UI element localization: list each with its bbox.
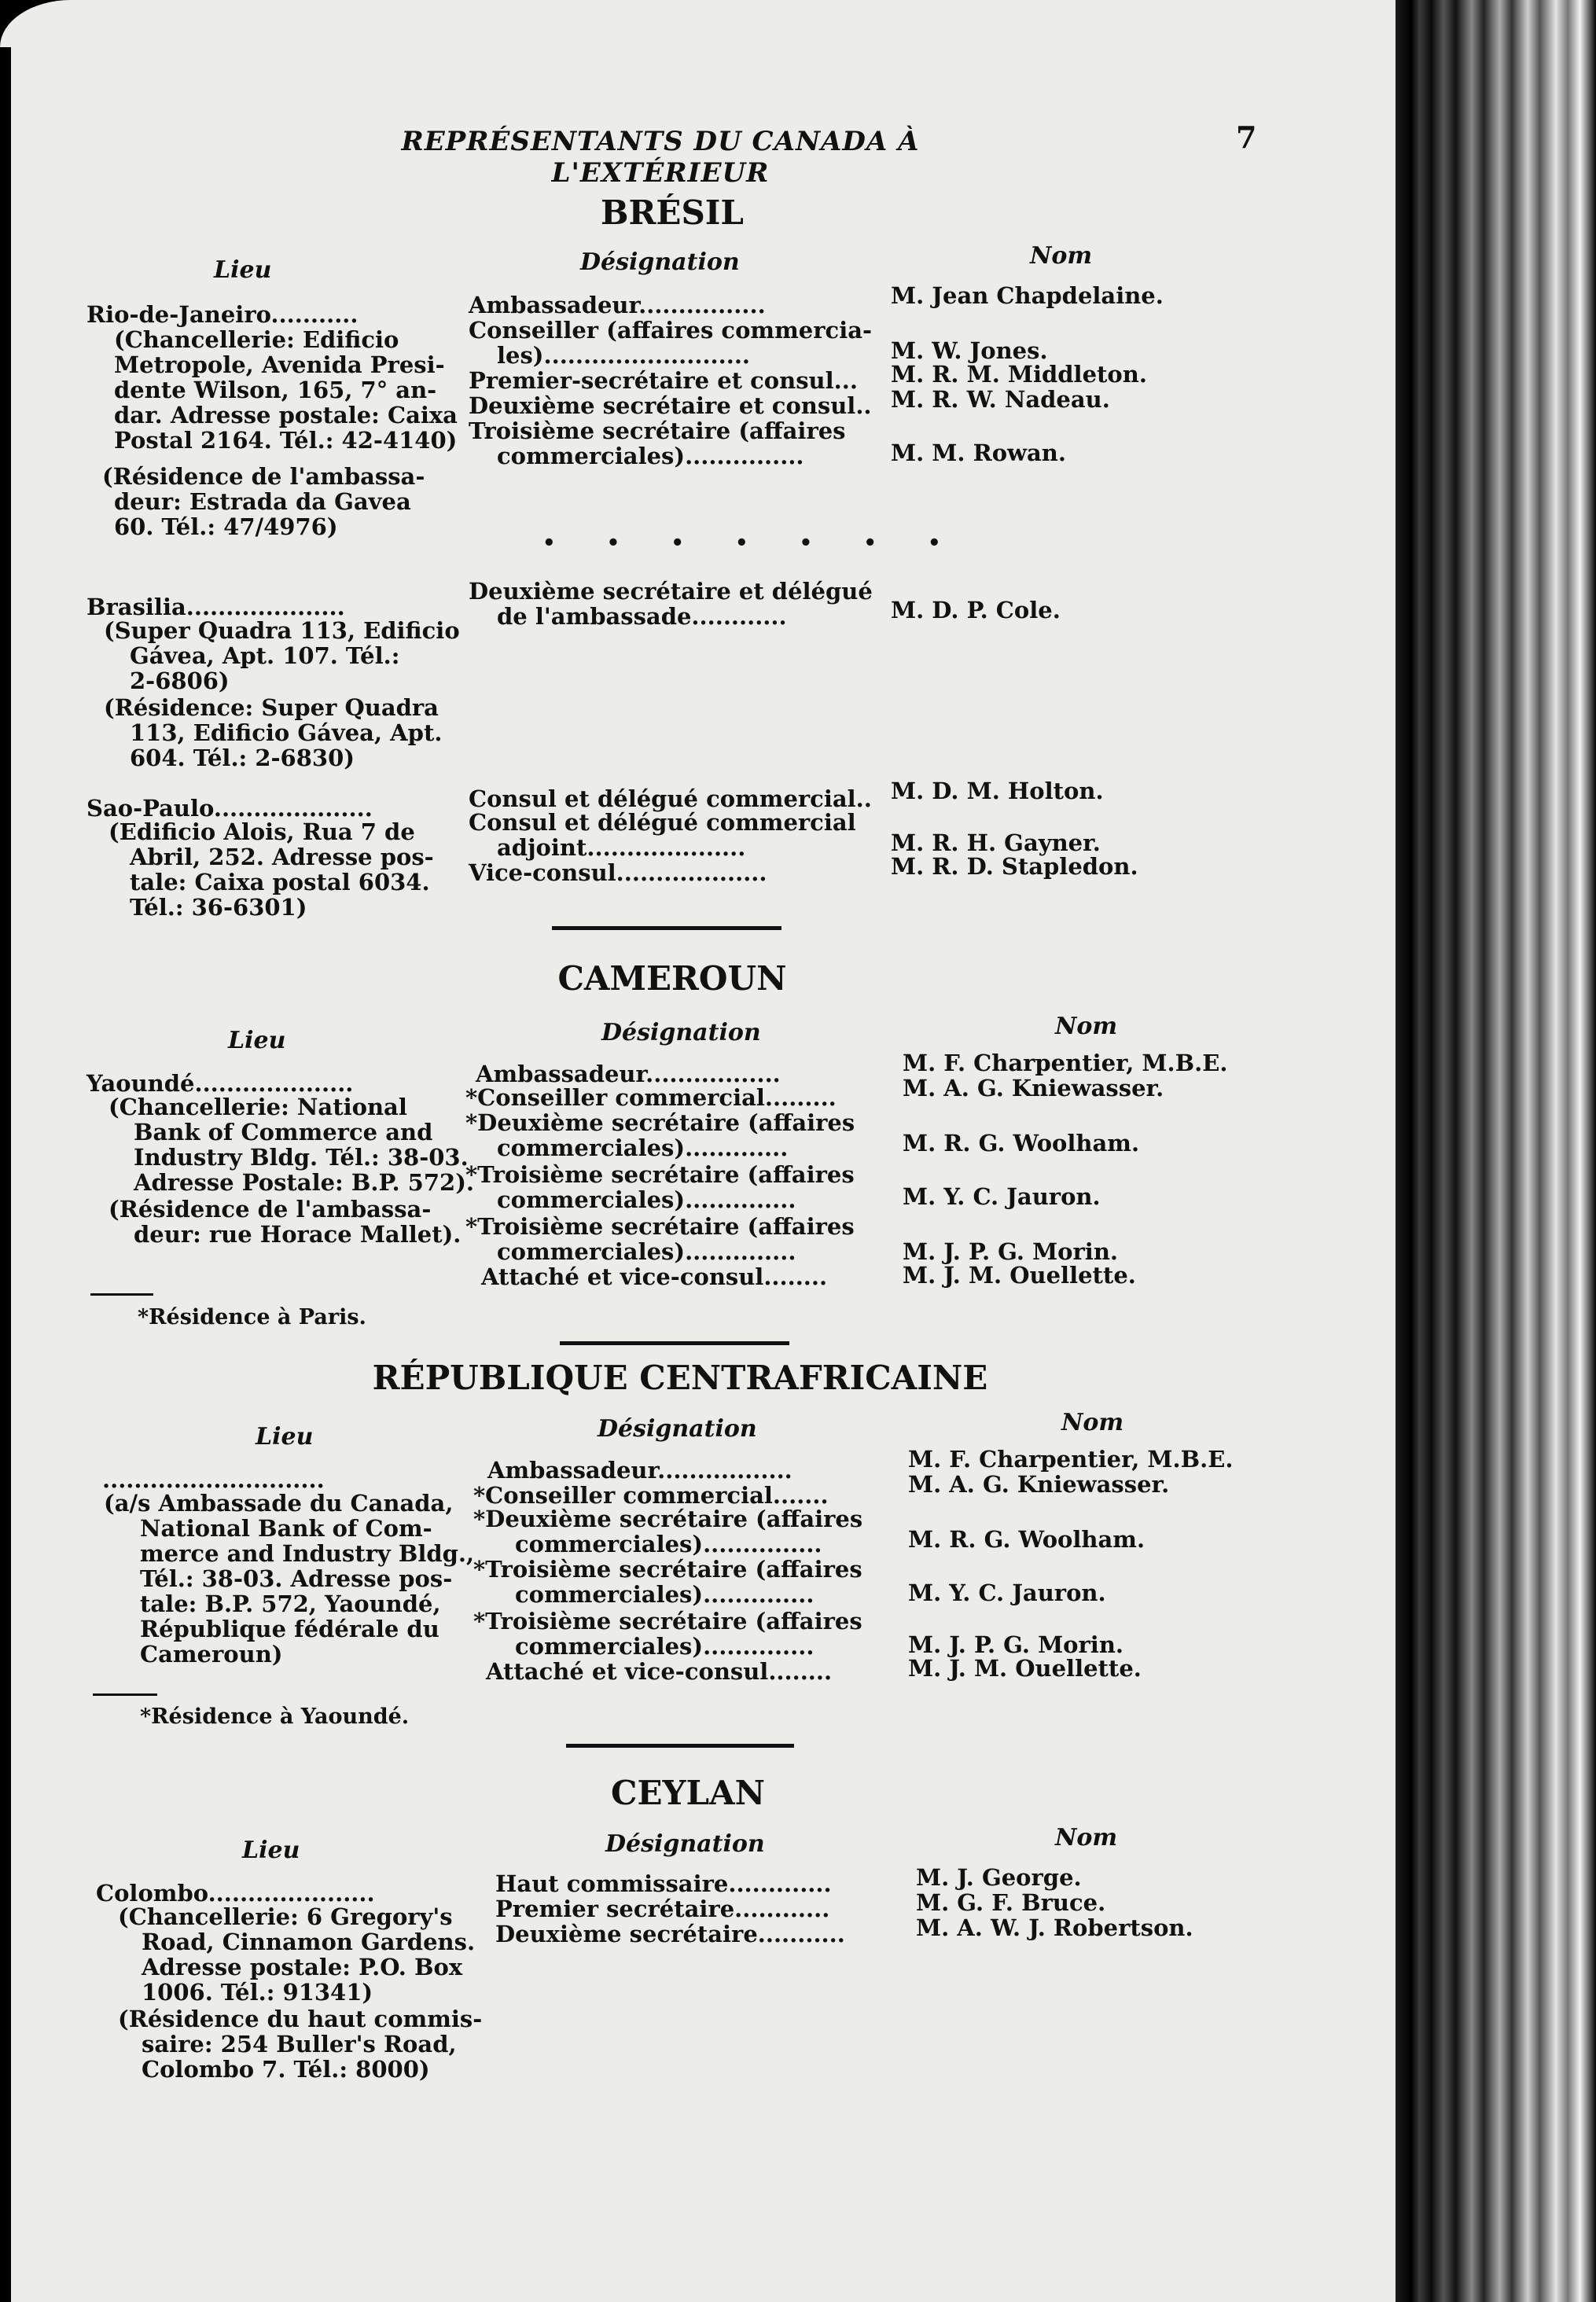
- designation-line: commerciales)...............: [515, 1531, 822, 1557]
- nom-line: M. J. George.: [916, 1864, 1082, 1891]
- running-title: REPRÉSENTANTS DU CANADA À L'EXTÉRIEUR: [401, 126, 920, 189]
- designation-line: *Troisième secrétaire (affaires: [473, 1556, 862, 1583]
- nom-line: M. F. Charpentier, M.B.E.: [903, 1050, 1228, 1076]
- col-head-lieu: Lieu: [256, 1423, 314, 1451]
- footnote: *Résidence à Paris.: [138, 1305, 366, 1329]
- nom-line: M. M. Rowan.: [891, 439, 1066, 466]
- nom-line: M. G. F. Bruce.: [916, 1889, 1106, 1916]
- lieu-line: deur: Estrada da Gavea: [114, 488, 411, 515]
- page-left-edge: [0, 47, 11, 2302]
- designation-line: Conseiller (affaires commercia-: [469, 317, 873, 344]
- section-rule: [560, 1341, 789, 1345]
- lieu-line: Colombo.....................: [96, 1880, 375, 1907]
- col-head-nom: Nom: [1061, 1409, 1124, 1436]
- nom-line: M. A. G. Kniewasser.: [903, 1075, 1164, 1101]
- page-number: 7: [1236, 120, 1257, 155]
- lieu-line: (Résidence du haut commis-: [118, 2006, 483, 2032]
- lieu-line: ............................: [102, 1466, 325, 1493]
- designation-line: les)..........................: [497, 342, 751, 369]
- designation-line: Attaché et vice-consul........: [481, 1263, 828, 1290]
- lieu-line: 2-6806): [130, 667, 230, 694]
- lieu-line: tale: B.P. 572, Yaoundé,: [140, 1590, 441, 1617]
- section-title-rca: RÉPUBLIQUE CENTRAFRICAINE: [372, 1359, 988, 1397]
- designation-line: Premier-secrétaire et consul...: [469, 367, 858, 394]
- nom-line: M. F. Charpentier, M.B.E.: [908, 1446, 1234, 1473]
- section-rule: [566, 1744, 794, 1748]
- lieu-line: (Chancellerie: Edificio: [114, 326, 399, 353]
- nom-line: M. R. G. Woolham.: [903, 1130, 1140, 1157]
- designation-line: commerciales)..............: [515, 1633, 815, 1660]
- designation-line: *Conseiller commercial.........: [465, 1084, 837, 1111]
- col-head-designation: Désignation: [601, 1019, 761, 1046]
- designation-line: commerciales)..............: [515, 1581, 815, 1608]
- designation-line: Ambassadeur................: [469, 292, 766, 318]
- designation-line: *Troisième secrétaire (affaires: [465, 1161, 855, 1188]
- nom-line: M. A. G. Kniewasser.: [908, 1471, 1170, 1498]
- lieu-line: tale: Caixa postal 6034.: [130, 869, 430, 895]
- nom-line: M. D. P. Cole.: [891, 597, 1061, 623]
- designation-line: Ambassadeur.................: [476, 1061, 781, 1087]
- nom-line: M. A. W. J. Robertson.: [916, 1914, 1193, 1941]
- lieu-line: 113, Edificio Gávea, Apt.: [130, 719, 443, 746]
- designation-line: Consul et délégué commercial..: [469, 785, 872, 812]
- nom-line: M. R. D. Stapledon.: [891, 853, 1138, 880]
- designation-line: Premier secrétaire............: [495, 1896, 830, 1922]
- footnote-rule: [93, 1693, 157, 1696]
- nom-line: M. R. W. Nadeau.: [891, 386, 1110, 413]
- lieu-line: Yaoundé....................: [86, 1070, 354, 1097]
- designation-line: adjoint....................: [497, 834, 746, 861]
- col-head-nom: Nom: [1055, 1824, 1118, 1852]
- nom-line: M. J. P. G. Morin.: [908, 1631, 1123, 1658]
- col-head-lieu: Lieu: [242, 1837, 300, 1864]
- lieu-line: (Edificio Alois, Rua 7 de: [108, 818, 415, 845]
- lieu-line: Abril, 252. Adresse pos-: [130, 844, 434, 870]
- col-head-designation: Désignation: [605, 1830, 765, 1858]
- col-head-nom: Nom: [1030, 242, 1093, 270]
- designation-line: Haut commissaire.............: [495, 1870, 832, 1897]
- section-title-ceylan: CEYLAN: [611, 1774, 765, 1812]
- lieu-line: 60. Tél.: 47/4976): [114, 513, 338, 540]
- section-separator: • • • • • • •: [542, 531, 963, 555]
- designation-line: *Conseiller commercial.......: [473, 1482, 829, 1509]
- lieu-line: dar. Adresse postale: Caixa: [114, 402, 458, 428]
- col-head-lieu: Lieu: [214, 256, 272, 284]
- nom-line: M. Jean Chapdelaine.: [891, 282, 1164, 309]
- nom-line: M. J. M. Ouellette.: [908, 1655, 1142, 1682]
- designation-line: Deuxième secrétaire et consul..: [469, 392, 872, 419]
- nom-line: M. Y. C. Jauron.: [908, 1579, 1106, 1606]
- lieu-line: National Bank of Com-: [140, 1515, 432, 1542]
- lieu-line: merce and Industry Bldg.,: [140, 1540, 475, 1567]
- lieu-line: Adresse postale: P.O. Box: [142, 1954, 463, 1980]
- lieu-line: (Chancellerie: National: [108, 1094, 407, 1120]
- nom-line: M. Y. C. Jauron.: [903, 1183, 1101, 1210]
- book-spine: [1396, 0, 1596, 2302]
- lieu-line: Cameroun): [140, 1641, 283, 1668]
- designation-line: Ambassadeur.................: [487, 1457, 792, 1484]
- designation-line: *Troisième secrétaire (affaires: [465, 1213, 855, 1240]
- lieu-line: (a/s Ambassade du Canada,: [104, 1490, 454, 1517]
- lieu-line: Adresse Postale: B.P. 572).: [134, 1169, 475, 1196]
- section-title-cameroun: CAMEROUN: [557, 959, 787, 998]
- lieu-line: Tél.: 38-03. Adresse pos-: [140, 1565, 453, 1592]
- designation-line: de l'ambassade............: [497, 603, 787, 630]
- nom-line: M. W. Jones.: [891, 337, 1048, 364]
- lieu-line: (Résidence de l'ambassa-: [102, 463, 425, 490]
- lieu-line: Sao-Paulo....................: [86, 795, 373, 822]
- designation-line: commerciales).............: [497, 1134, 789, 1161]
- lieu-line: (Super Quadra 113, Edificio: [104, 617, 460, 644]
- lieu-line: (Chancellerie: 6 Gregory's: [118, 1903, 453, 1930]
- lieu-line: deur: rue Horace Mallet).: [134, 1221, 462, 1248]
- lieu-line: (Résidence: Super Quadra: [104, 694, 439, 721]
- lieu-line: Tél.: 36-6301): [130, 894, 307, 921]
- col-head-designation: Désignation: [598, 1415, 757, 1443]
- col-head-nom: Nom: [1055, 1013, 1118, 1040]
- section-title-bresil: BRÉSIL: [601, 193, 744, 232]
- lieu-line: saire: 254 Buller's Road,: [142, 2031, 457, 2057]
- designation-line: commerciales)..............: [497, 1186, 796, 1213]
- designation-line: *Troisième secrétaire (affaires: [473, 1608, 862, 1635]
- lieu-line: Postal 2164. Tél.: 42-4140): [114, 427, 458, 454]
- col-head-designation: Désignation: [580, 248, 740, 276]
- lieu-line: dente Wilson, 165, 7° an-: [114, 377, 437, 403]
- lieu-line: Rio-de-Janeiro...........: [86, 301, 359, 328]
- lieu-line: Colombo 7. Tél.: 8000): [142, 2056, 430, 2083]
- designation-line: commerciales)...............: [497, 443, 804, 469]
- designation-line: Troisième secrétaire (affaires: [469, 417, 846, 444]
- lieu-line: Industry Bldg. Tél.: 38-03.: [134, 1144, 469, 1171]
- lieu-line: Road, Cinnamon Gardens.: [142, 1929, 476, 1955]
- nom-line: M. J. P. G. Morin.: [903, 1238, 1118, 1265]
- nom-line: M. J. M. Ouellette.: [903, 1262, 1136, 1289]
- designation-line: Vice-consul...................: [469, 859, 767, 886]
- designation-line: Deuxième secrétaire et délégué: [469, 578, 873, 605]
- nom-line: M. R. M. Middleton.: [891, 361, 1147, 388]
- nom-line: M. D. M. Holton.: [891, 778, 1104, 804]
- footnote: *Résidence à Yaoundé.: [140, 1704, 410, 1729]
- lieu-line: 1006. Tél.: 91341): [142, 1979, 373, 2006]
- lieu-line: Brasilia....................: [86, 594, 345, 620]
- col-head-lieu: Lieu: [228, 1027, 286, 1054]
- designation-line: Consul et délégué commercial: [469, 809, 856, 836]
- lieu-line: République fédérale du: [140, 1616, 439, 1642]
- lieu-line: Gávea, Apt. 107. Tél.:: [130, 642, 400, 669]
- designation-line: *Deuxième secrétaire (affaires: [465, 1109, 855, 1136]
- lieu-line: Metropole, Avenida Presi-: [114, 351, 445, 378]
- designation-line: commerciales)..............: [497, 1238, 796, 1265]
- lieu-line: 604. Tél.: 2-6830): [130, 745, 355, 771]
- section-rule: [552, 926, 781, 930]
- footnote-rule: [90, 1293, 153, 1296]
- designation-line: Deuxième secrétaire...........: [495, 1921, 845, 1947]
- nom-line: M. R. H. Gayner.: [891, 829, 1101, 856]
- lieu-line: (Résidence de l'ambassa-: [108, 1196, 432, 1223]
- nom-line: M. R. G. Woolham.: [908, 1526, 1146, 1553]
- designation-line: *Deuxième secrétaire (affaires: [473, 1506, 863, 1532]
- lieu-line: Bank of Commerce and: [134, 1119, 433, 1145]
- designation-line: Attaché et vice-consul........: [486, 1658, 833, 1685]
